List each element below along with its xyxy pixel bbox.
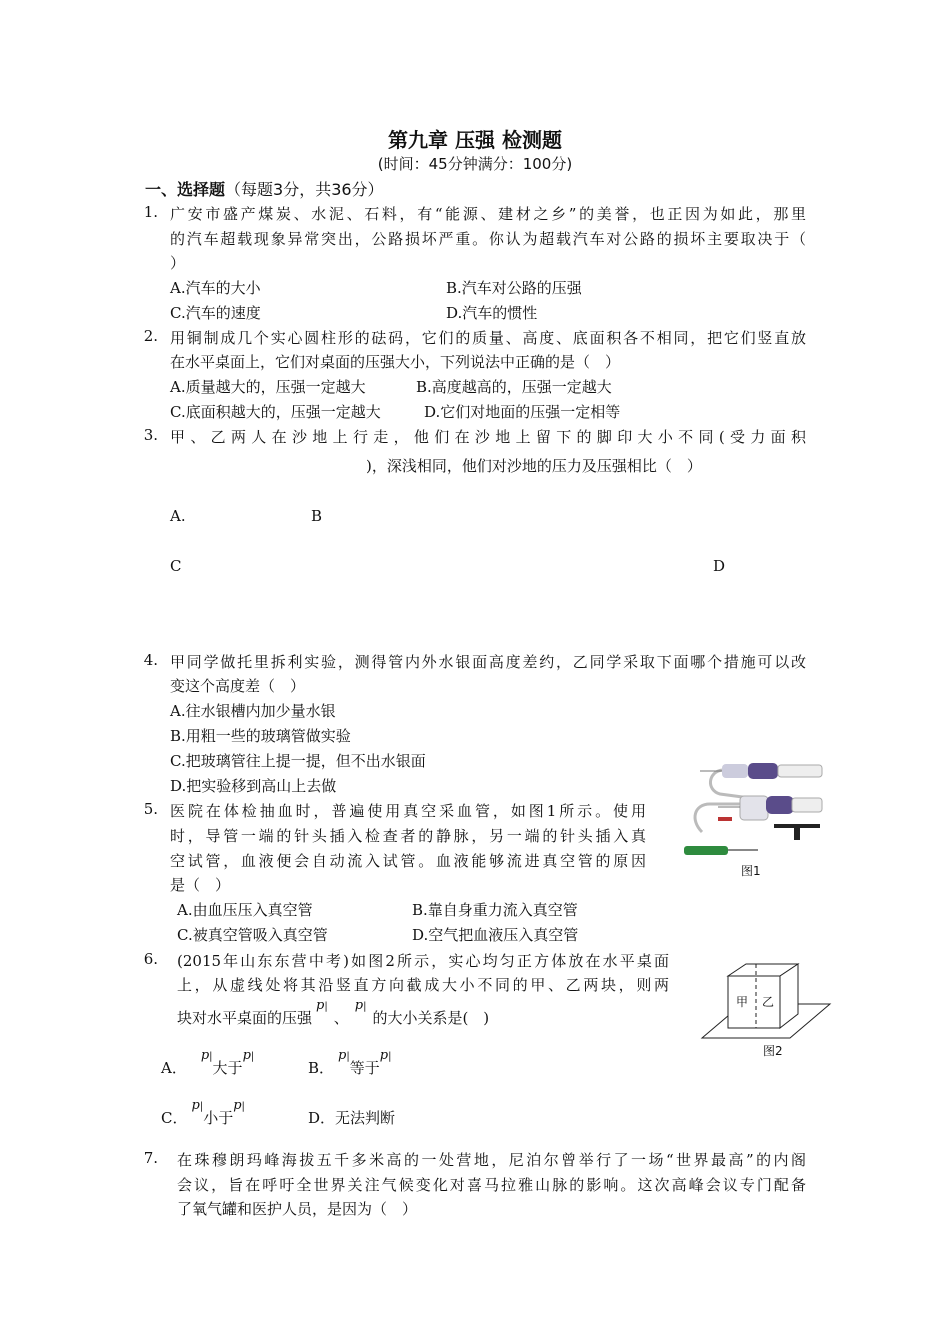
q2-number: 2. <box>143 327 158 345</box>
q6-option-a <box>161 1048 255 1078</box>
q7-number: 7. <box>143 1149 158 1167</box>
q4-option-a: A.往水银槽内加少量水银 <box>170 702 336 720</box>
q4-number: 4. <box>143 651 158 669</box>
q6-line3 <box>177 998 490 1028</box>
fig2-label-jia: 甲 <box>736 995 749 1009</box>
q3-line1: 甲、乙两人在沙地上行走，他们在沙地上留下的脚印大小不同(受力面积 <box>170 428 806 446</box>
q4-line1: 甲同学做托里拆利实验，测得管内外水银面高度差约，乙同学采取下面哪个措施可以改 <box>170 653 806 671</box>
q3-line2: )，深浅相同，他们对沙地的压力及压强相比（ ） <box>366 457 702 475</box>
q1-option-c: C.汽车的速度 <box>170 304 261 322</box>
q7-line3: 了氧气罐和医护人员，是因为（ ） <box>177 1200 418 1218</box>
q4-option-d: D.把实验移到高山上去做 <box>170 777 337 795</box>
figure-1-blood-tube <box>680 760 830 860</box>
q4-option-c: C.把玻璃管往上提一提，但不出水银面 <box>170 752 426 770</box>
pressure-symbol-c1: p| <box>191 1098 204 1113</box>
q2-option-d: D.它们对地面的压强一定相等 <box>424 403 621 421</box>
q2-option-b: B.高度越高的，压强一定越大 <box>416 378 612 396</box>
pressure-symbol-b2: p| <box>379 1048 392 1063</box>
q4-option-b: B.用粗一些的玻璃管做实验 <box>170 727 351 745</box>
q1-option-a: A.汽车的大小 <box>170 279 261 297</box>
q2-line1: 用铜制成几个实心圆柱形的砝码，它们的质量、高度、底面积各不相同，把它们竖直放 <box>170 329 806 347</box>
fig2-label-yi: 乙 <box>762 995 775 1009</box>
q3-option-c: C <box>170 557 182 575</box>
blood-tube-image <box>680 760 830 860</box>
pressure-symbol-c2: p| <box>233 1098 245 1113</box>
section-heading <box>145 177 384 200</box>
q6-line3-text-c: 的大小关系是( ) <box>372 1009 490 1027</box>
q5-option-b: B.靠自身重力流入真空管 <box>412 901 578 919</box>
q1-line2: 的汽车超载现象异常突出，公路损坏严重。你认为超载汽车对公路的损坏主要取决于（ <box>170 230 806 248</box>
section-title: 一、选择题 <box>145 180 226 199</box>
q5-line1: 医院在体检抽血时，普遍使用真空采血管，如图1所示。使用 <box>170 802 646 820</box>
q5-line2: 时，导管一端的针头插入检查者的静脉，另一端的针头插入真 <box>170 827 646 845</box>
q6-option-a-relation: 大于 <box>212 1059 243 1077</box>
q6-line3-text-b: 、 <box>333 1009 349 1027</box>
q7-line2: 会议，旨在呼吁全世界关注气候变化对喜马拉雅山脉的影响。这次高峰会议专门配备 <box>177 1176 806 1194</box>
q3-option-a: A. <box>170 507 186 525</box>
figure-2-cube <box>700 958 832 1042</box>
q6-option-d: D．无法判断 <box>308 1109 396 1127</box>
q5-option-c: C.被真空管吸入真空管 <box>177 926 328 944</box>
q6-option-c-label: C． <box>161 1109 188 1127</box>
cube-diagram <box>700 958 832 1042</box>
figure-2-label: 图2 <box>763 1044 783 1058</box>
q2-option-a: A.质量越大的，压强一定越大 <box>170 378 366 396</box>
q2-line2: 在水平桌面上，它们对桌面的压强大小，下列说法中正确的是（ ） <box>170 353 621 371</box>
q1-line1: 广安市盛产煤炭、水泥、石料，有“能源、建材之乡”的美誉，也正因为如此，那里 <box>170 205 806 223</box>
pressure-symbol-jia: p| <box>316 998 328 1013</box>
q7-line1: 在珠穆朗玛峰海拔五千多米高的一处营地，尼泊尔曾举行了一场“世界最高”的内阁 <box>177 1151 806 1169</box>
q6-line1: (2015年山东东营中考)如图2所示，实心均匀正方体放在水平桌面 <box>177 952 669 970</box>
q4-line2: 变这个高度差（ ） <box>170 677 306 695</box>
q5-line4: 是（ ） <box>170 876 231 894</box>
q6-line2: 上，从虚线处将其沿竖直方向截成大小不同的甲、乙两块，则两 <box>177 976 669 994</box>
q6-option-b-label: B． <box>308 1059 335 1077</box>
q5-number: 5. <box>143 800 158 818</box>
q6-option-a-label: A． <box>161 1059 187 1077</box>
q1-option-d: D.汽车的惯性 <box>446 304 538 322</box>
q5-line3: 空试管，血液便会自动流入试管。血液能够流进真空管的原因 <box>170 852 646 870</box>
q6-number: 6. <box>143 950 158 968</box>
section-note: （每题3分，共36分） <box>225 180 384 199</box>
q1-line3: ） <box>170 254 186 272</box>
q1-option-b: B.汽车对公路的压强 <box>446 279 582 297</box>
q1-number: 1. <box>143 203 158 221</box>
q3-option-d: D <box>713 557 726 575</box>
q2-option-c: C.底面积越大的，压强一定越大 <box>170 403 381 421</box>
page-subtitle: (时间：45分钟满分：100分) <box>377 155 573 173</box>
pressure-symbol-a1: p| <box>200 1048 213 1063</box>
pressure-symbol-a2: p| <box>242 1048 255 1063</box>
pressure-symbol-b1: p| <box>338 1048 350 1063</box>
figure-1-label: 图1 <box>741 864 761 878</box>
q3-number: 3. <box>143 426 158 444</box>
q3-option-b: B <box>311 507 323 525</box>
pressure-symbol-yi: p| <box>354 998 367 1013</box>
q5-option-d: D.空气把血液压入真空管 <box>412 926 579 944</box>
q6-line3-text-a: 块对水平桌面的压强 <box>177 1009 313 1027</box>
q6-option-b <box>308 1048 392 1078</box>
page-title: 第九章 压强 检测题 <box>388 128 562 152</box>
q6-option-c <box>161 1098 245 1128</box>
q5-option-a: A.由血压压入真空管 <box>177 901 313 919</box>
q6-option-c-relation: 小于 <box>203 1109 234 1127</box>
q6-option-b-relation: 等于 <box>349 1059 380 1077</box>
